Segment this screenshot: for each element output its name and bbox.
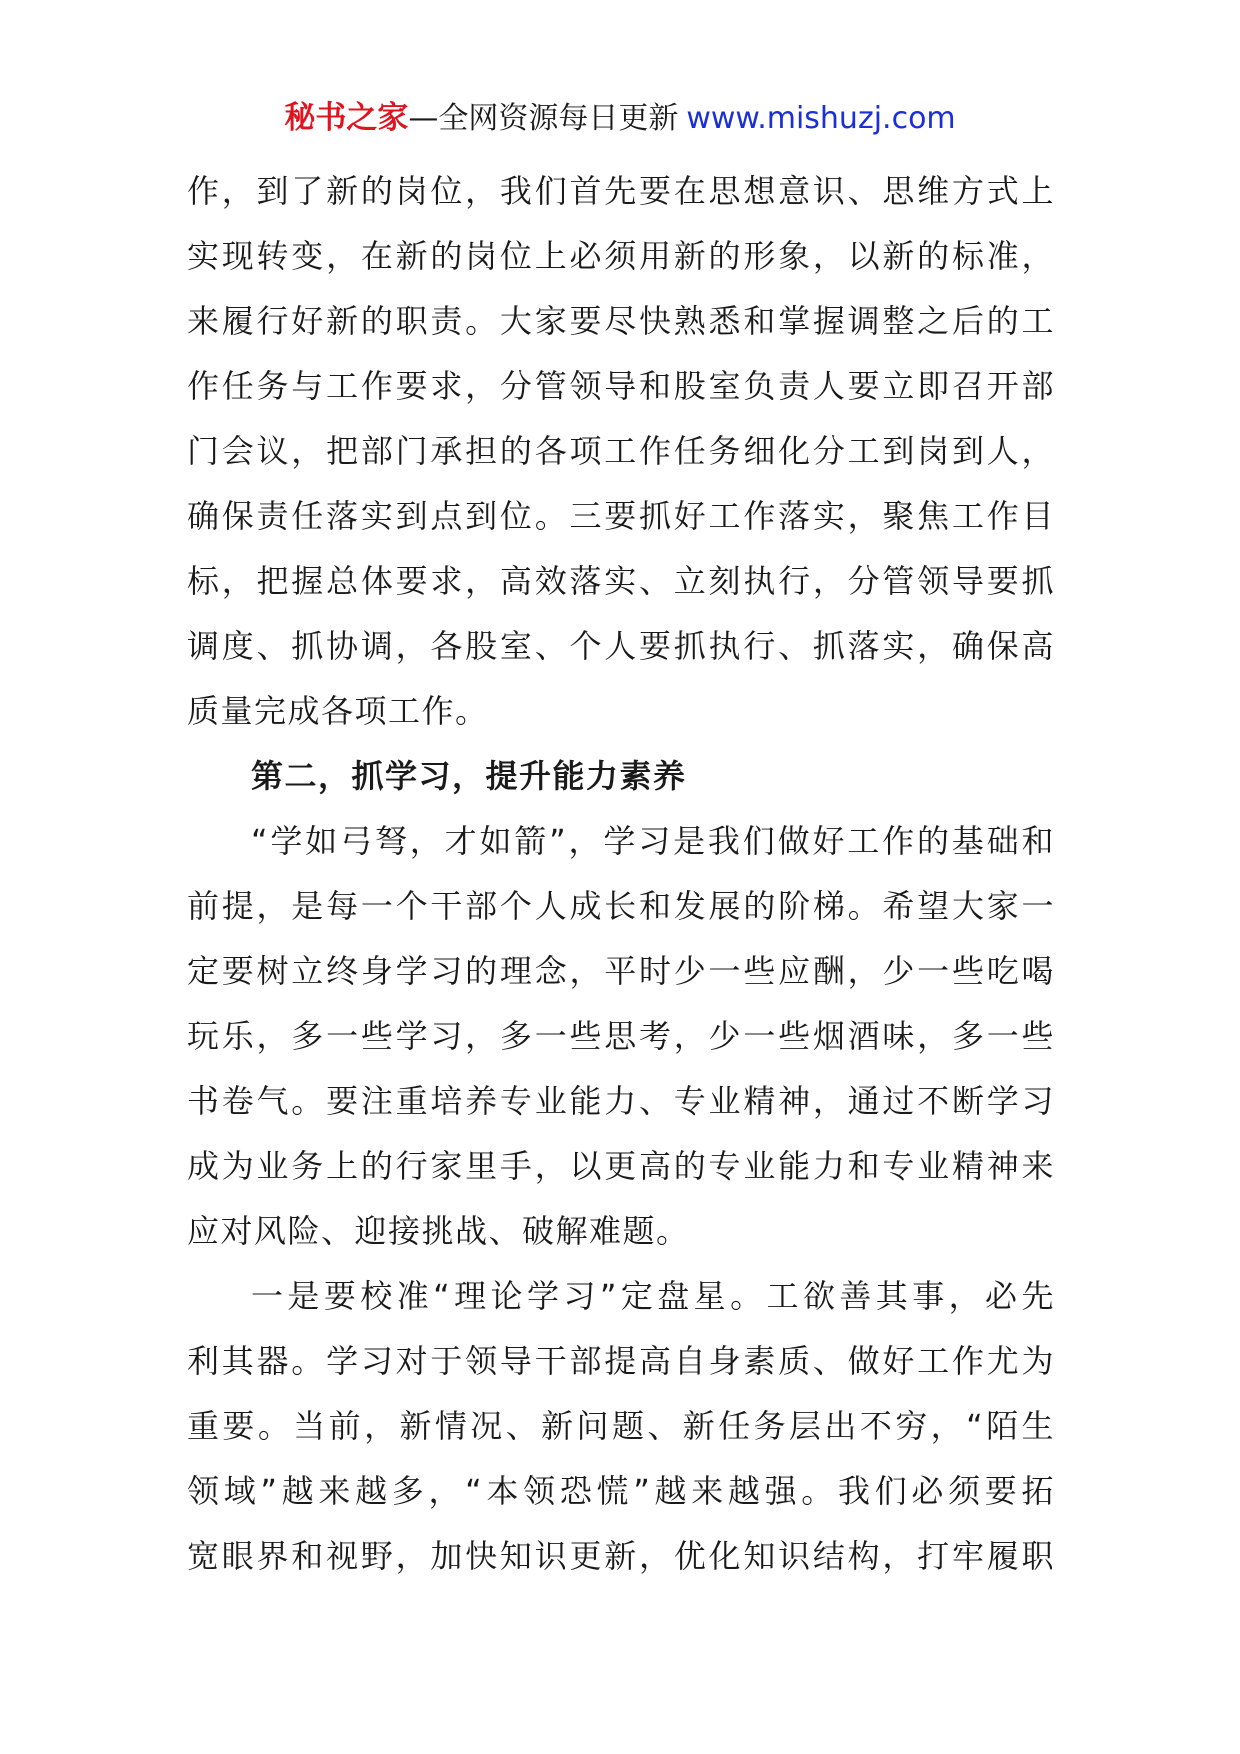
text-line: 确保责任落实到点到位。三要抓好工作落实，聚焦工作目 [187,497,1055,535]
text-line: “学如弓弩，才如箭”，学习是我们做好工作的基础和 [251,822,1055,860]
header-slogan: —全网资源每日更新 [408,101,679,136]
site-url-link[interactable]: www.mishuzj.com [686,101,956,136]
text-line: 调度、抓协调，各股室、个人要抓执行、抓落实，确保高 [187,627,1055,665]
text-line: 书卷气。要注重培养专业能力、专业精神，通过不断学习 [187,1082,1055,1120]
text-line: 门会议，把部门承担的各项工作任务细化分工到岗到人， [187,432,1055,470]
page-header [0,98,1240,139]
document-body [187,159,1055,1589]
text-line: 标，把握总体要求，高效落实、立刻执行，分管领导要抓 [187,562,1055,600]
text-line: 利其器。学习对于领导干部提高自身素质、做好工作尤为 [187,1342,1055,1380]
text-line: 领域”越来越多，“本领恐慌”越来越强。我们必须要拓 [187,1472,1055,1510]
text-line: 应对风险、迎接挑战、破解难题。 [187,1212,690,1250]
text-line: 实现转变，在新的岗位上必须用新的形象，以新的标准， [187,237,1055,275]
brand-name: 秘书之家 [284,100,409,136]
text-line: 成为业务上的行家里手，以更高的专业能力和专业精神来 [187,1147,1055,1185]
text-line: 重要。当前，新情况、新问题、新任务层出不穷，“陌生 [187,1407,1055,1445]
text-line: 前提，是每一个干部个人成长和发展的阶梯。希望大家一 [187,887,1055,925]
text-line: 来履行好新的职责。大家要尽快熟悉和掌握调整之后的工 [187,302,1055,340]
text-line: 质量完成各项工作。 [187,692,489,730]
text-line: 一是要校准“理论学习”定盘星。工欲善其事，必先 [251,1277,1055,1315]
text-line: 宽眼界和视野，加快知识更新，优化知识结构，打牢履职 [187,1537,1055,1575]
text-line: 作任务与工作要求，分管领导和股室负责人要立即召开部 [187,367,1055,405]
text-line: 定要树立终身学习的理念，平时少一些应酬，少一些吃喝 [187,952,1055,990]
text-line: 作，到了新的岗位，我们首先要在思想意识、思维方式上 [187,172,1055,210]
text-line: 玩乐，多一些学习，多一些思考，少一些烟酒味，多一些 [187,1017,1055,1055]
section-heading: 第二，抓学习，提升能力素养 [251,757,687,795]
